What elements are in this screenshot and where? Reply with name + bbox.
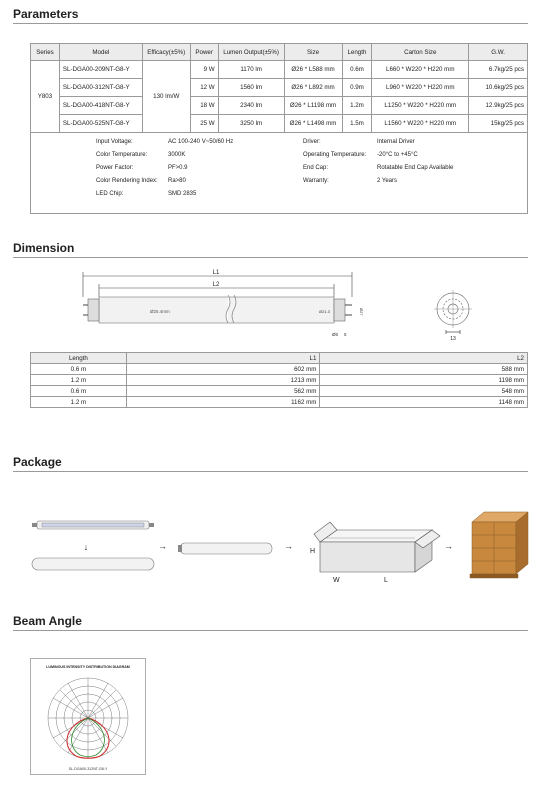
power-cell: 18 W (190, 97, 218, 115)
size-cell: Ø26 * L1198 mm (284, 97, 342, 115)
header-length: Length (342, 44, 372, 61)
dimension-header-row (31, 353, 528, 364)
header-carton: Carton Size (372, 44, 469, 61)
carton-cell: L660 * W220 * H220 mm (372, 61, 469, 79)
table-row (31, 97, 528, 115)
size-cell: Ø26 * L1498 mm (284, 115, 342, 133)
spec-value: -20°C to +45°C (377, 152, 418, 158)
tube-in-sleeve (32, 521, 154, 529)
length-cell: 1.2m (342, 97, 372, 115)
box-l-label: L (384, 577, 388, 584)
length-cell: 1.2 m (31, 397, 127, 408)
length-cell: 1.2 m (31, 375, 127, 386)
carton-cell: L1560 * W220 * H220 mm (372, 115, 469, 133)
lumen-cell: 1170 lm (218, 61, 284, 79)
lumen-cell: 2340 lm (218, 97, 284, 115)
table-row (31, 79, 528, 97)
parameters-table (30, 43, 528, 214)
cap-label-a: Ø21.3 (319, 309, 330, 314)
power-cell: 25 W (190, 115, 218, 133)
gap-label: 5 (344, 332, 347, 337)
header-model: Model (59, 44, 142, 61)
spec-label: Color Temperature: (96, 152, 148, 158)
length-cell: 0.6 m (31, 386, 127, 397)
efficacy-cell: 130 lm/W (142, 61, 190, 133)
header-lumen: Lumen Output(±5%) (218, 44, 284, 61)
spec-value: 2 Years (377, 178, 398, 184)
spec-value: SMD 2835 (168, 191, 197, 197)
l1-cell: 562 mm (126, 386, 320, 397)
header-l1: L1 (126, 353, 320, 364)
l1-cell: 1162 mm (126, 397, 320, 408)
carton-cell: L1250 * W220 * H220 mm (372, 97, 469, 115)
carton-cell: L960 * W220 * H220 mm (372, 79, 469, 97)
table-row (31, 386, 528, 397)
tube-illustration (83, 295, 352, 323)
l1-cell: 602 mm (126, 364, 320, 375)
l1-cell: 1213 mm (126, 375, 320, 386)
box-w-label: W (333, 577, 340, 584)
pin-dim-label: Ø6 (332, 332, 339, 337)
section-title-parameters: Parameters (13, 7, 79, 21)
specs-cell (31, 133, 528, 214)
header-series: Series (31, 44, 60, 61)
table-row (31, 375, 528, 386)
parameters-header-row (31, 44, 528, 61)
carton-box (314, 522, 440, 572)
box-h-label: H (310, 548, 316, 555)
l2-cell: 588 mm (320, 364, 528, 375)
sleeved-tube (32, 558, 154, 570)
lumen-cell: 3250 lm (218, 115, 284, 133)
section-title-beam-angle: Beam Angle (13, 614, 82, 628)
section-rule (13, 471, 528, 472)
arrow-down-icon: ↓ (83, 542, 89, 552)
tube-dimension-drawing (70, 262, 510, 342)
end-view-label: 13 (450, 336, 456, 342)
spec-value: PF>0.9 (168, 165, 188, 171)
l2-cell: 1198 mm (320, 375, 528, 386)
gw-cell: 15kg/25 pcs (469, 115, 528, 133)
spec-value: 3000K (168, 152, 186, 158)
gw-cell: 10.6kg/25 pcs (469, 79, 528, 97)
arrow-right-icon: → (158, 541, 167, 551)
pallet-crate (470, 512, 528, 578)
spec-label: LED Chip: (96, 191, 124, 197)
model-cell: SL-DGA00-525NT-G8-Y (59, 115, 142, 133)
l2-cell: 548 mm (320, 386, 528, 397)
l2-label: L2 (212, 282, 220, 288)
section-title-package: Package (13, 455, 62, 469)
spec-label: End Cap: (303, 165, 329, 171)
spec-label: Warranty: (303, 178, 329, 184)
gw-cell: 12.9kg/25 pcs (469, 97, 528, 115)
lumen-cell: 1560 lm (218, 79, 284, 97)
series-cell: Y803 (31, 61, 60, 133)
size-cell: Ø26 * L892 mm (284, 79, 342, 97)
model-cell: SL-DGA00-209NT-G8-Y (59, 61, 142, 79)
header-power: Power (190, 44, 218, 61)
spec-value: Ra>80 (168, 178, 186, 184)
section-title-dimension: Dimension (13, 241, 75, 255)
spec-label: Input Voltage: (96, 139, 133, 145)
length-cell: 0.9m (342, 79, 372, 97)
spec-value: AC 100-240 V~50/60 Hz (168, 139, 234, 145)
spec-label: Color Rendering Index: (96, 178, 158, 184)
spec-label: Driver: (303, 139, 321, 145)
arrow-right-icon: → (284, 541, 293, 551)
spec-grid (31, 133, 527, 213)
tube-diameter-label: Ø25.4mm (150, 309, 170, 314)
spec-label: Operating Temperature: (303, 152, 367, 158)
diagram-title: LUMINOUS INTENSITY DISTRIBUTION DIAGRAM (46, 665, 130, 669)
dimension-table (30, 352, 528, 408)
table-row (31, 61, 528, 79)
model-cell: SL-DGA00-418NT-G8-Y (59, 97, 142, 115)
power-cell: 9 W (190, 61, 218, 79)
header-efficacy: Efficacy(±5%) (142, 44, 190, 61)
header-l2: L2 (320, 353, 528, 364)
wrapped-tube (178, 543, 272, 554)
table-row (31, 115, 528, 133)
table-row (31, 364, 528, 375)
end-cap-view (434, 290, 472, 334)
length-cell: 1.5m (342, 115, 372, 133)
l1-label: L1 (212, 270, 220, 276)
header-length: Length (31, 353, 127, 364)
size-cell: Ø26 * L588 mm (284, 61, 342, 79)
arrow-right-icon: → (444, 541, 453, 551)
section-rule (13, 23, 528, 24)
cap-label-b: Ø27 (359, 308, 364, 316)
length-cell: 0.6 m (31, 364, 127, 375)
l2-cell: 1148 mm (320, 397, 528, 408)
table-row (31, 397, 528, 408)
gw-cell: 6.7kg/25 pcs (469, 61, 528, 79)
spec-label: Power Factor: (96, 165, 134, 171)
section-rule (13, 630, 528, 631)
package-illustration (20, 490, 540, 590)
model-cell: SL-DGA00-312NT-G8-Y (59, 79, 142, 97)
power-cell: 12 W (190, 79, 218, 97)
spec-value: Internal Driver (377, 139, 415, 145)
beam-angle-diagram (30, 658, 146, 775)
spec-value: Rotatable End Cap Available (377, 165, 454, 171)
diagram-footer-model: SL-DGA00-312NT-G8-Y (68, 767, 108, 771)
header-gw: G.W. (469, 44, 528, 61)
section-rule (13, 257, 528, 258)
specs-row (31, 133, 528, 214)
length-cell: 0.6m (342, 61, 372, 79)
header-size: Size (284, 44, 342, 61)
